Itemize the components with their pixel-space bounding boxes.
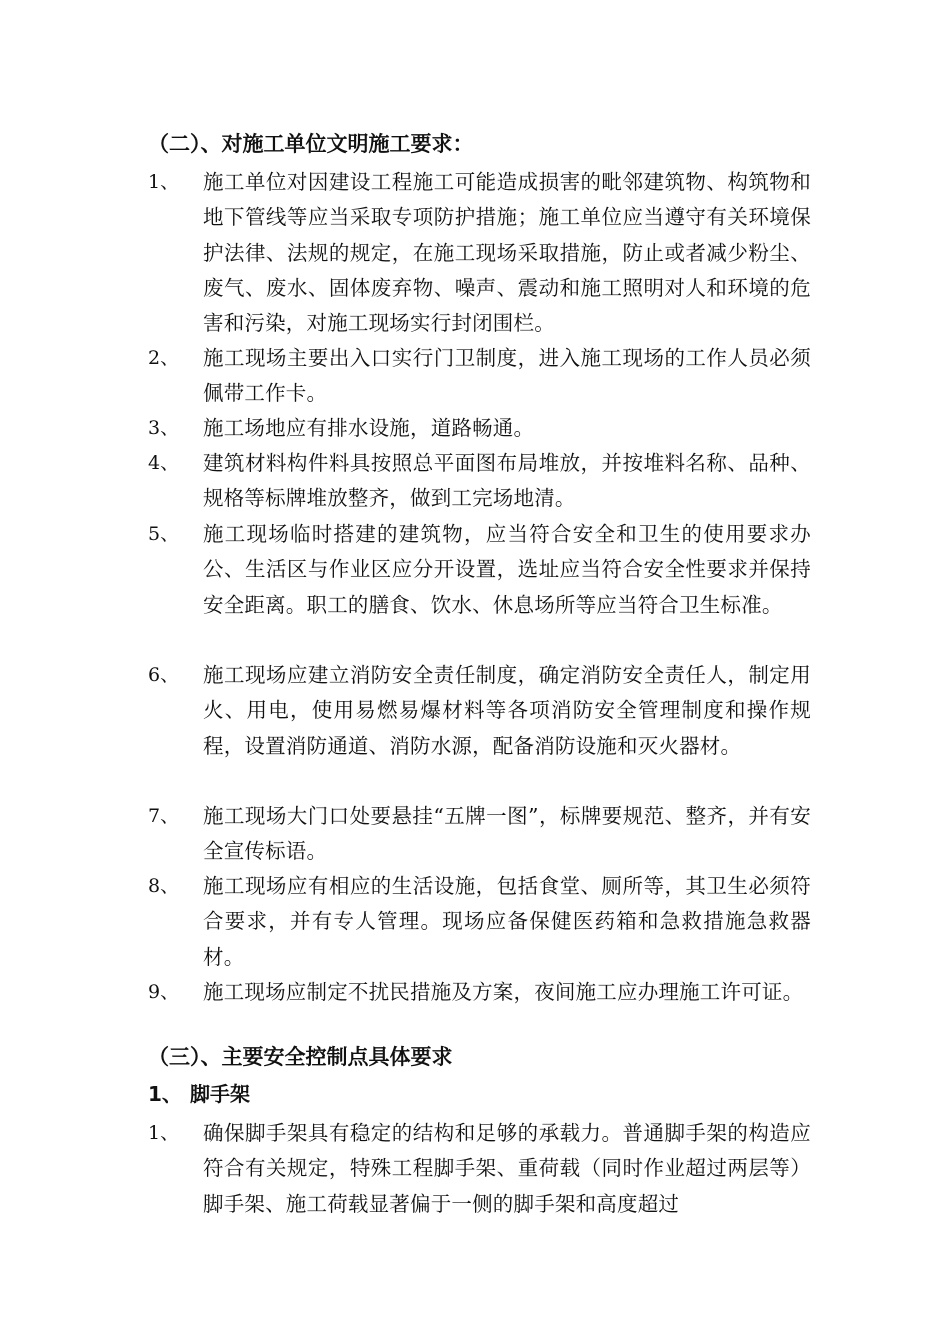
subsection-heading-scaffolding <box>148 1079 250 1109</box>
item-text: 施工单位对因建设工程施工可能造成损害的毗邻建筑物、构筑物和地下管线等应当采取专项防护措施；施工单位应当遵守有关环境保护法律、法规的规定，在施工现场采取措施，防止或者减少粉尘、废气、废水、固体废弃物、噪声、震动和施工照明对人和环境的危害和污染，对施工现场实行封闭围栏。 <box>203 170 811 336</box>
item-number: 8、 <box>148 875 180 897</box>
item-number: 6、 <box>148 664 180 686</box>
section-heading-safety-control: （三）、主要安全控制点具体要求 <box>148 1045 453 1069</box>
subsection-number: 1、 <box>148 1082 182 1106</box>
item-number: 4、 <box>148 452 180 474</box>
section-heading-civilized-construction: （二）、对施工单位文明施工要求： <box>148 132 474 156</box>
item-text: 建筑材料构件料具按照总平面图布局堆放，并按堆料名称、品种、规格等标牌堆放整齐，做到工完场地清。 <box>203 451 811 511</box>
item-number: 1、 <box>148 171 180 193</box>
subsection-title: 脚手架 <box>190 1082 250 1106</box>
item-text: 施工现场临时搭建的建筑物，应当符合安全和卫生的使用要求办公、生活区与作业区应分开设置，选址应当符合安全性要求并保持安全距离。职工的膳食、饮水、休息场所等应当符合卫生标准。 <box>203 522 811 617</box>
item-text: 施工现场应有相应的生活设施，包括食堂、厕所等，其卫生必须符合要求，并有专人管理。现场应备保健医药箱和急救措施急救器材。 <box>203 874 811 969</box>
item-text: 施工现场应建立消防安全责任制度，确定消防安全责任人，制定用火、用电，使用易燃易爆材料等各项消防安全管理制度和操作规程，设置消防通道、消防水源，配备消防设施和灭火器材。 <box>203 663 811 758</box>
item-text: 施工场地应有排水设施，道路畅通。 <box>203 416 535 440</box>
item-number: 5、 <box>148 523 180 545</box>
item-text: 施工现场应制定不扰民措施及方案，夜间施工应办理施工许可证。 <box>203 980 804 1004</box>
item-text: 确保脚手架具有稳定的结构和足够的承载力。普通脚手架的构造应符合有关规定，特殊工程脚手架、重荷载（同时作业超过两层等）脚手架、施工荷载显著偏于一侧的脚手架和高度超过 <box>203 1121 811 1216</box>
item-number: 2、 <box>148 347 180 369</box>
item-text: 施工现场主要出入口实行门卫制度，进入施工现场的工作人员必须佩带工作卡。 <box>203 346 811 406</box>
item-number: 7、 <box>148 805 180 827</box>
item-number: 3、 <box>148 417 180 439</box>
item-text: 施工现场大门口处要悬挂“五牌一图”，标牌要规范、整齐，并有安全宣传标语。 <box>203 804 811 864</box>
item-number: 9、 <box>148 981 180 1003</box>
item-number: 1、 <box>148 1122 180 1144</box>
